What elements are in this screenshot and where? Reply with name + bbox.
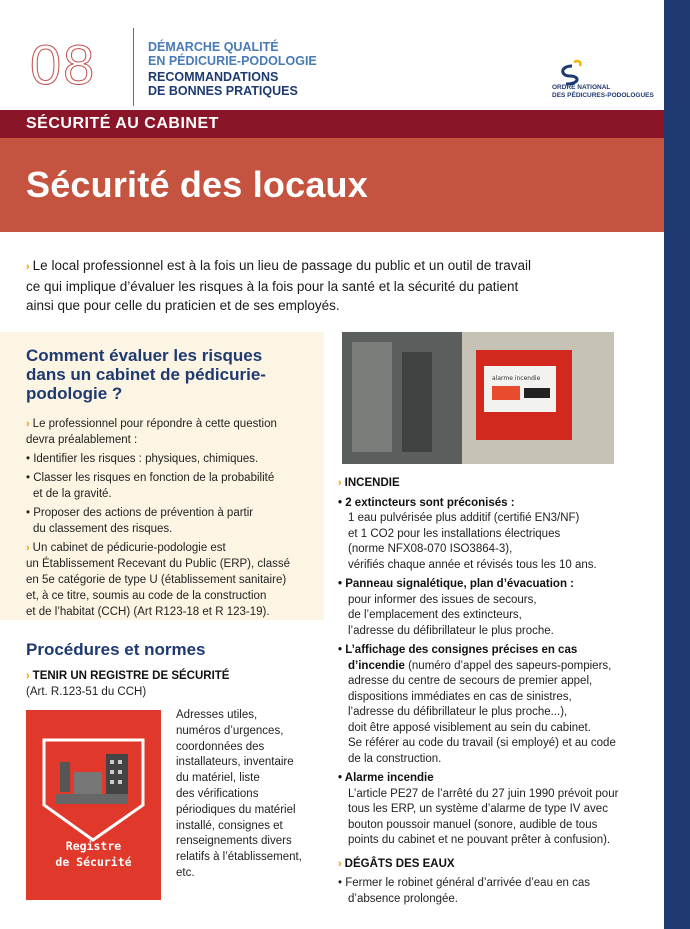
- alarm-photo: [342, 332, 614, 464]
- registre-desc-line: installé, consignes et: [176, 819, 283, 832]
- affichage-line: Se référer au code du travail (si employé) et au code: [348, 737, 616, 749]
- arrow-icon: ›: [26, 542, 30, 554]
- section-band: SÉCURITÉ AU CABINET: [0, 110, 664, 138]
- evaluate-text: › Le professionnel pour répondre à cette question devra préalablement : • Identifier les risques : physiques, chimiques. • Classer les risques en fonction de la probabilité et de la gravité. • Proposer des actions de prévention à partir du classement des risques. › Un cabinet de pédicurie-podologie est un Établissement Recevant du Public (ERP), classé en 5e catégorie de type U (établissement sanitaire) et, à ce titre, soumis au code de la construction et de l’habitat (CCH) (Art R123-18 et R 123-19).: [26, 418, 290, 618]
- affichage-line: de la construction.: [348, 752, 442, 765]
- logo-text: ORDRE NATIONAL DES PÉDICURES-PODOLOGUES: [552, 84, 654, 99]
- alarme-line: bouton poussoir manuel (sonore, audible de tous: [348, 818, 598, 831]
- panneau-line: l’adresse du défibrillateur le plus proche.: [348, 624, 554, 637]
- svg-text:alarme incendie: alarme incendie: [492, 375, 541, 382]
- registre-desc-line: numéros d’urgences,: [176, 724, 284, 737]
- header-divider: [133, 28, 134, 106]
- affichage-line: l’adresse du défibrillateur le plus proche...),: [348, 706, 568, 718]
- registre-desc-line: du matériel, liste: [176, 772, 260, 785]
- title-bar: [0, 138, 664, 232]
- factory-icon: [26, 710, 161, 900]
- affichage-line: dispositions immédiates en cas de sinistres,: [348, 690, 572, 703]
- alarme-line: tous les ERP, un système d’alarme de type IV avec: [348, 803, 608, 815]
- page-title: Sécurité des locaux: [26, 164, 368, 205]
- extincteur-line: et 1 CO2 pour les installations électriques: [348, 527, 561, 540]
- registre-desc-line: périodiques du matériel: [176, 803, 296, 816]
- extincteur-line: (norme NFX08-070 ISO3864-3),: [348, 543, 513, 555]
- evaluate-title: Comment évaluer les risques dans un cabinet de pédicurie- podologie ?: [26, 346, 266, 403]
- arrow-icon: ›: [26, 418, 30, 430]
- panneau-line: de l’emplacement des extincteurs,: [348, 609, 522, 621]
- intro-paragraph: › Le local professionnel est à la fois un lieu de passage du public et un outil de travail ce qui implique d’évaluer les risques à la fois pour la santé et la sécurité du patient ainsi que pour celle du praticien et de ses employés.: [26, 258, 531, 313]
- registre-desc-line: renseignements divers: [176, 835, 292, 848]
- panneau-line: pour informer des issues de secours,: [348, 593, 537, 606]
- registre-desc-line: coordonnées des: [176, 740, 265, 753]
- registre-desc-line: installateurs, inventaire: [176, 756, 294, 769]
- arrow-icon: ›: [26, 261, 30, 273]
- chapter-number: 08: [30, 33, 97, 96]
- registre-securite-image: Registre de Sécurité: [26, 710, 161, 900]
- registre-description: [176, 708, 324, 882]
- affichage-line: doit être apposé visiblement au sein du cabinet.: [348, 721, 591, 734]
- extincteur-line: 1 eau pulvérisée plus additif (certifié EN3/NF): [348, 512, 580, 524]
- alarme-line: points du cabinet et ne pouvant prêter à confusion).: [348, 834, 611, 846]
- affichage-line: adresse du centre de secours de premier appel,: [348, 675, 593, 687]
- arrow-icon: ›: [338, 857, 342, 870]
- arrow-icon: ›: [338, 477, 342, 489]
- registre-desc-line: des vérifications: [176, 787, 259, 800]
- right-edge-strip: [664, 0, 690, 929]
- header-subtitle: DÉMARCHE QUALITÉ EN PÉDICURIE-PODOLOGIE: [148, 40, 317, 68]
- procedures-title: Procédures et normes: [26, 640, 206, 659]
- header-title: RECOMMANDATIONS DE BONNES PRATIQUES: [148, 70, 298, 98]
- alarme-line: L’article PE27 de l’arrêté du 27 juin 1990 prévoit pour: [348, 787, 619, 800]
- arrow-icon: ›: [26, 670, 30, 682]
- extincteur-line: vérifiés chaque année et révisés tous les 10 ans.: [348, 558, 597, 571]
- registre-desc-line: etc.: [176, 866, 195, 879]
- registre-desc-line: relatifs à l’établissement,: [176, 851, 302, 864]
- registre-desc-line: Adresses utiles,: [176, 709, 258, 721]
- procedures-subtitle: › TENIR UN REGISTRE DE SÉCURITÉ (Art. R.123-51 du CCH): [26, 670, 230, 698]
- incendie-section: › INCENDIE • 2 extincteurs sont préconisés : 1 eau pulvérisée plus additif (certifié EN3/NF) et 1 CO2 pour les installations électriques (norme NFX08-070 ISO3864-3), vérifiés chaque année et révisés tous les 10 ans. • Panneau signalétique, plan d’évacuation : pour informer des issues de secours, de l’emplacement des extincteurs, l’adresse du défibrillateur le plus proche. • L’affichage des consignes précises en cas d’incendie (numéro d’appel des sapeurs-pompiers, adresse du centre de secours de premier appel, dispositions immédiates en cas de sinistres, l’adresse du défibrillateur le plus proche...), doit être apposé visiblement au sein du cabinet. Se référer au code du travail (si employé) et au code de la construction. • Alarme incendie L’article PE27 de l’arrêté du 27 juin 1990 prévoit pour tous les ERP, un système d’alarme de type IV avec bouton poussoir manuel (sonore, audible de tous points du cabinet et ne pouvant prêter à confusion). › DÉGÂTS DES EAUX • Fermer le robinet général d’arrivée d’eau en cas d’absence prolongée.: [338, 476, 656, 907]
